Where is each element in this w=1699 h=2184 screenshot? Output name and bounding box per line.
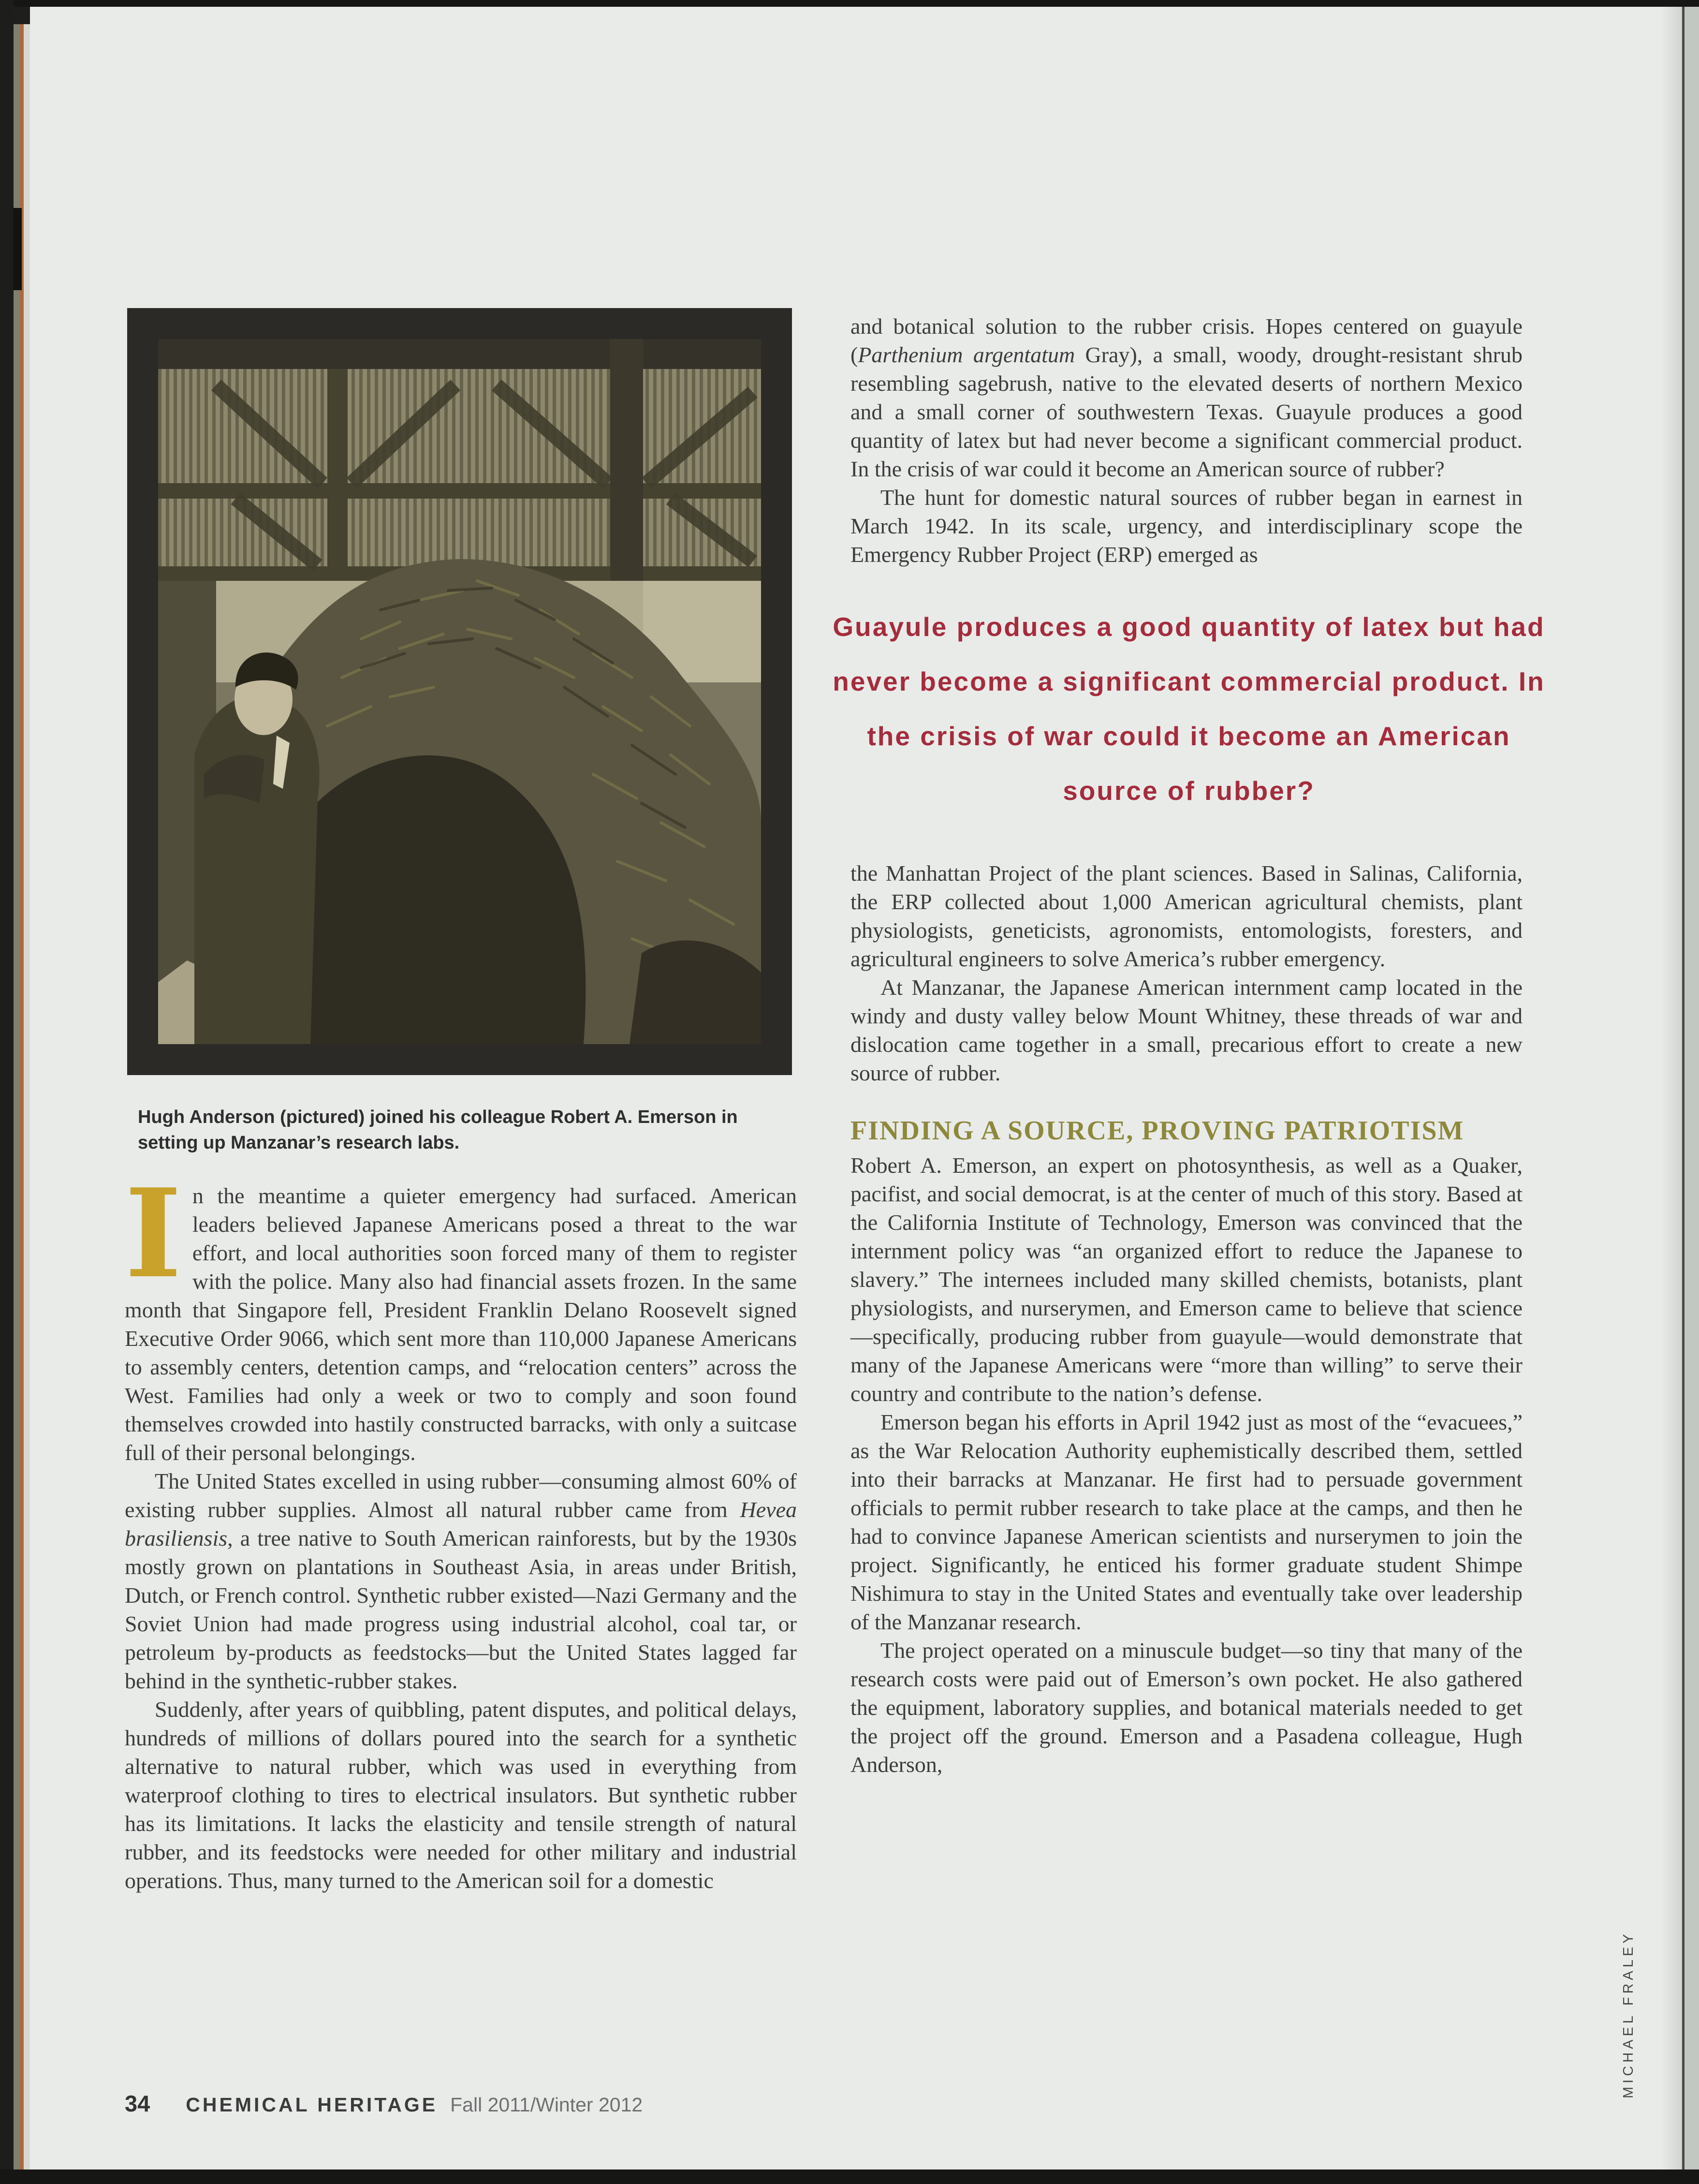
body-paragraph: and botanical solution to the rubber crisis. Hopes centered on guayule (Parthenium argentatum Gray), a small, woody, drought-resistant shrub resembling sagebrush, native to the elevated deserts of northern Mexico and a small corner of southwestern Texas. Guayule produces a good quantity of latex but had never become a significant commercial product. In the crisis of war could it become an American source of rubber? [850, 314, 1523, 481]
scan-edge-left [0, 0, 14, 2184]
body-paragraph: The project operated on a minuscule budget—so tiny that many of the research costs were paid out of Emerson’s own pocket. He also gathered the equipment, laboratory supplies, and botanical materials needed to get the project off the ground. Emerson and a Pasadena colleague, Hugh Anderson, [850, 1638, 1523, 1777]
page-number: 34 [125, 2091, 150, 2116]
body-paragraph: Suddenly, after years of quibbling, patent disputes, and political delays, hundreds of millions of dollars poured into the search for a synthetic alternative to natural rubber, which was used in everything from waterproof clothing to tires to electrical insulators. But synthetic rubber has its limitations. It lacks the elasticity and tensile strength of natural rubber, and its feedstocks were needed for other military and industrial operations. Thus, many turned to the American soil for a domestic [125, 1697, 797, 1893]
magazine-page [30, 7, 1682, 2169]
scan-edge-bottom [0, 2169, 1699, 2184]
spine-stripe [14, 24, 20, 2169]
issue-date: Fall 2011/Winter 2012 [450, 2094, 643, 2116]
adjacent-page-edge [1684, 7, 1699, 2169]
left-column [125, 1162, 797, 1895]
drop-cap: I [125, 1162, 182, 1305]
body-paragraph: The United States excelled in using rubber—consuming almost 60% of existing rubber supplies. Almost all natural rubber came from Hevea brasiliensis, a tree native to South American rainforests, but by the 1930s mostly grown on plantations in Southeast Asia, in areas under British, Dutch, or French control. Synthetic rubber existed—Nazi Germany and the Soviet Union had made progress using industrial alcohol, coal tar, or petroleum by-products as feedstocks—but the United States lagged far behind in the synthetic-rubber stakes. [125, 1469, 797, 1693]
spine-stripe [24, 24, 30, 2169]
body-paragraph: the Manhattan Project of the plant sciences. Based in Salinas, California, the ERP collected about 1,000 American agricultural chemists, plant physiologists, geneticists, agronomists, entomologists, foresters, and agricultural engineers to solve America’s rubber emergency. [850, 861, 1523, 971]
article-photo [127, 308, 792, 1075]
guayule-pile-photo [158, 339, 761, 1044]
paragraph-text: n the meantime a quieter emergency had surfaced. American leaders believed Japanese Americans posed a threat to the war effort, and local authorities soon forced many of them to register with the police. Many also had financial assets frozen. In the same month that Singapore fell, President Franklin Delano Roosevelt signed Executive Order 9066, which sent more than 110,000 Japanese Americans to assembly centers, detention camps, and “relocation centers” across the West. Families had only a week or two to comply and soon found themselves crowded into hastily constructed barracks, with only a suitcase full of their personal belongings. [125, 1183, 797, 1465]
body-paragraph: The hunt for domestic natural sources of rubber began in earnest in March 1942. In its scale, urgency, and interdisciplinary scope the Emergency Rubber Project (ERP) emerged as [850, 485, 1523, 567]
photo-caption: Hugh Anderson (pictured) joined his colleague Robert A. Emerson in setting up Manzanar’s research labs. [138, 1107, 738, 1153]
page-footer [125, 2090, 643, 2117]
spine-ink-block [14, 208, 22, 290]
scan-edge-top [0, 0, 1699, 7]
pull-quote: Guayule produces a good quantity of latex but had never become a significant commercial product. In the crisis of war could it become an American source of rubber? [833, 612, 1545, 806]
photo-credit: MICHAEL FRALEY [1621, 1931, 1636, 2098]
journal-name: CHEMICAL HERITAGE [186, 2094, 438, 2116]
right-column [833, 312, 1545, 1779]
body-paragraph: At Manzanar, the Japanese American internment camp located in the windy and dusty valley below Mount Whitney, these threads of war and dislocation came together in a small, precarious effort to create a new source of rubber. [850, 975, 1523, 1085]
body-paragraph: Emerson began his efforts in April 1942 just as most of the “evacuees,” as the War Relocation Authority euphemistically described them, settled into their barracks at Manzanar. He first had to persuade government officials to permit rubber research to take place at the camps, and then he had to convince Japanese American scientists and nurserymen to join the project. Significantly, he enticed his former graduate student Shimpe Nishimura to stay in the United States and eventually take over leadership of the Manzanar research. [850, 1410, 1523, 1634]
body-paragraph: Robert A. Emerson, an expert on photosynthesis, as well as a Quaker, pacifist, and social democrat, is at the center of much of this story. Based at the California Institute of Technology, Emerson was convinced that the internment policy was “an organized effort to reduce the Japanese to slavery.” The internees included many skilled chemists, botanists, plant physiologists, and nurserymen, and Emerson came to believe that science—specifically, producing rubber from guayule—would demonstrate that many of the Japanese Americans were “more than willing” to serve their country and contribute to the nation’s defense. [850, 1153, 1523, 1406]
page-fold-line [1682, 7, 1684, 2169]
spine-stripe [20, 24, 24, 2169]
body-paragraph [125, 1162, 797, 1467]
section-heading: FINDING A SOURCE, PROVING PATRIOTISM [850, 1116, 1465, 1146]
